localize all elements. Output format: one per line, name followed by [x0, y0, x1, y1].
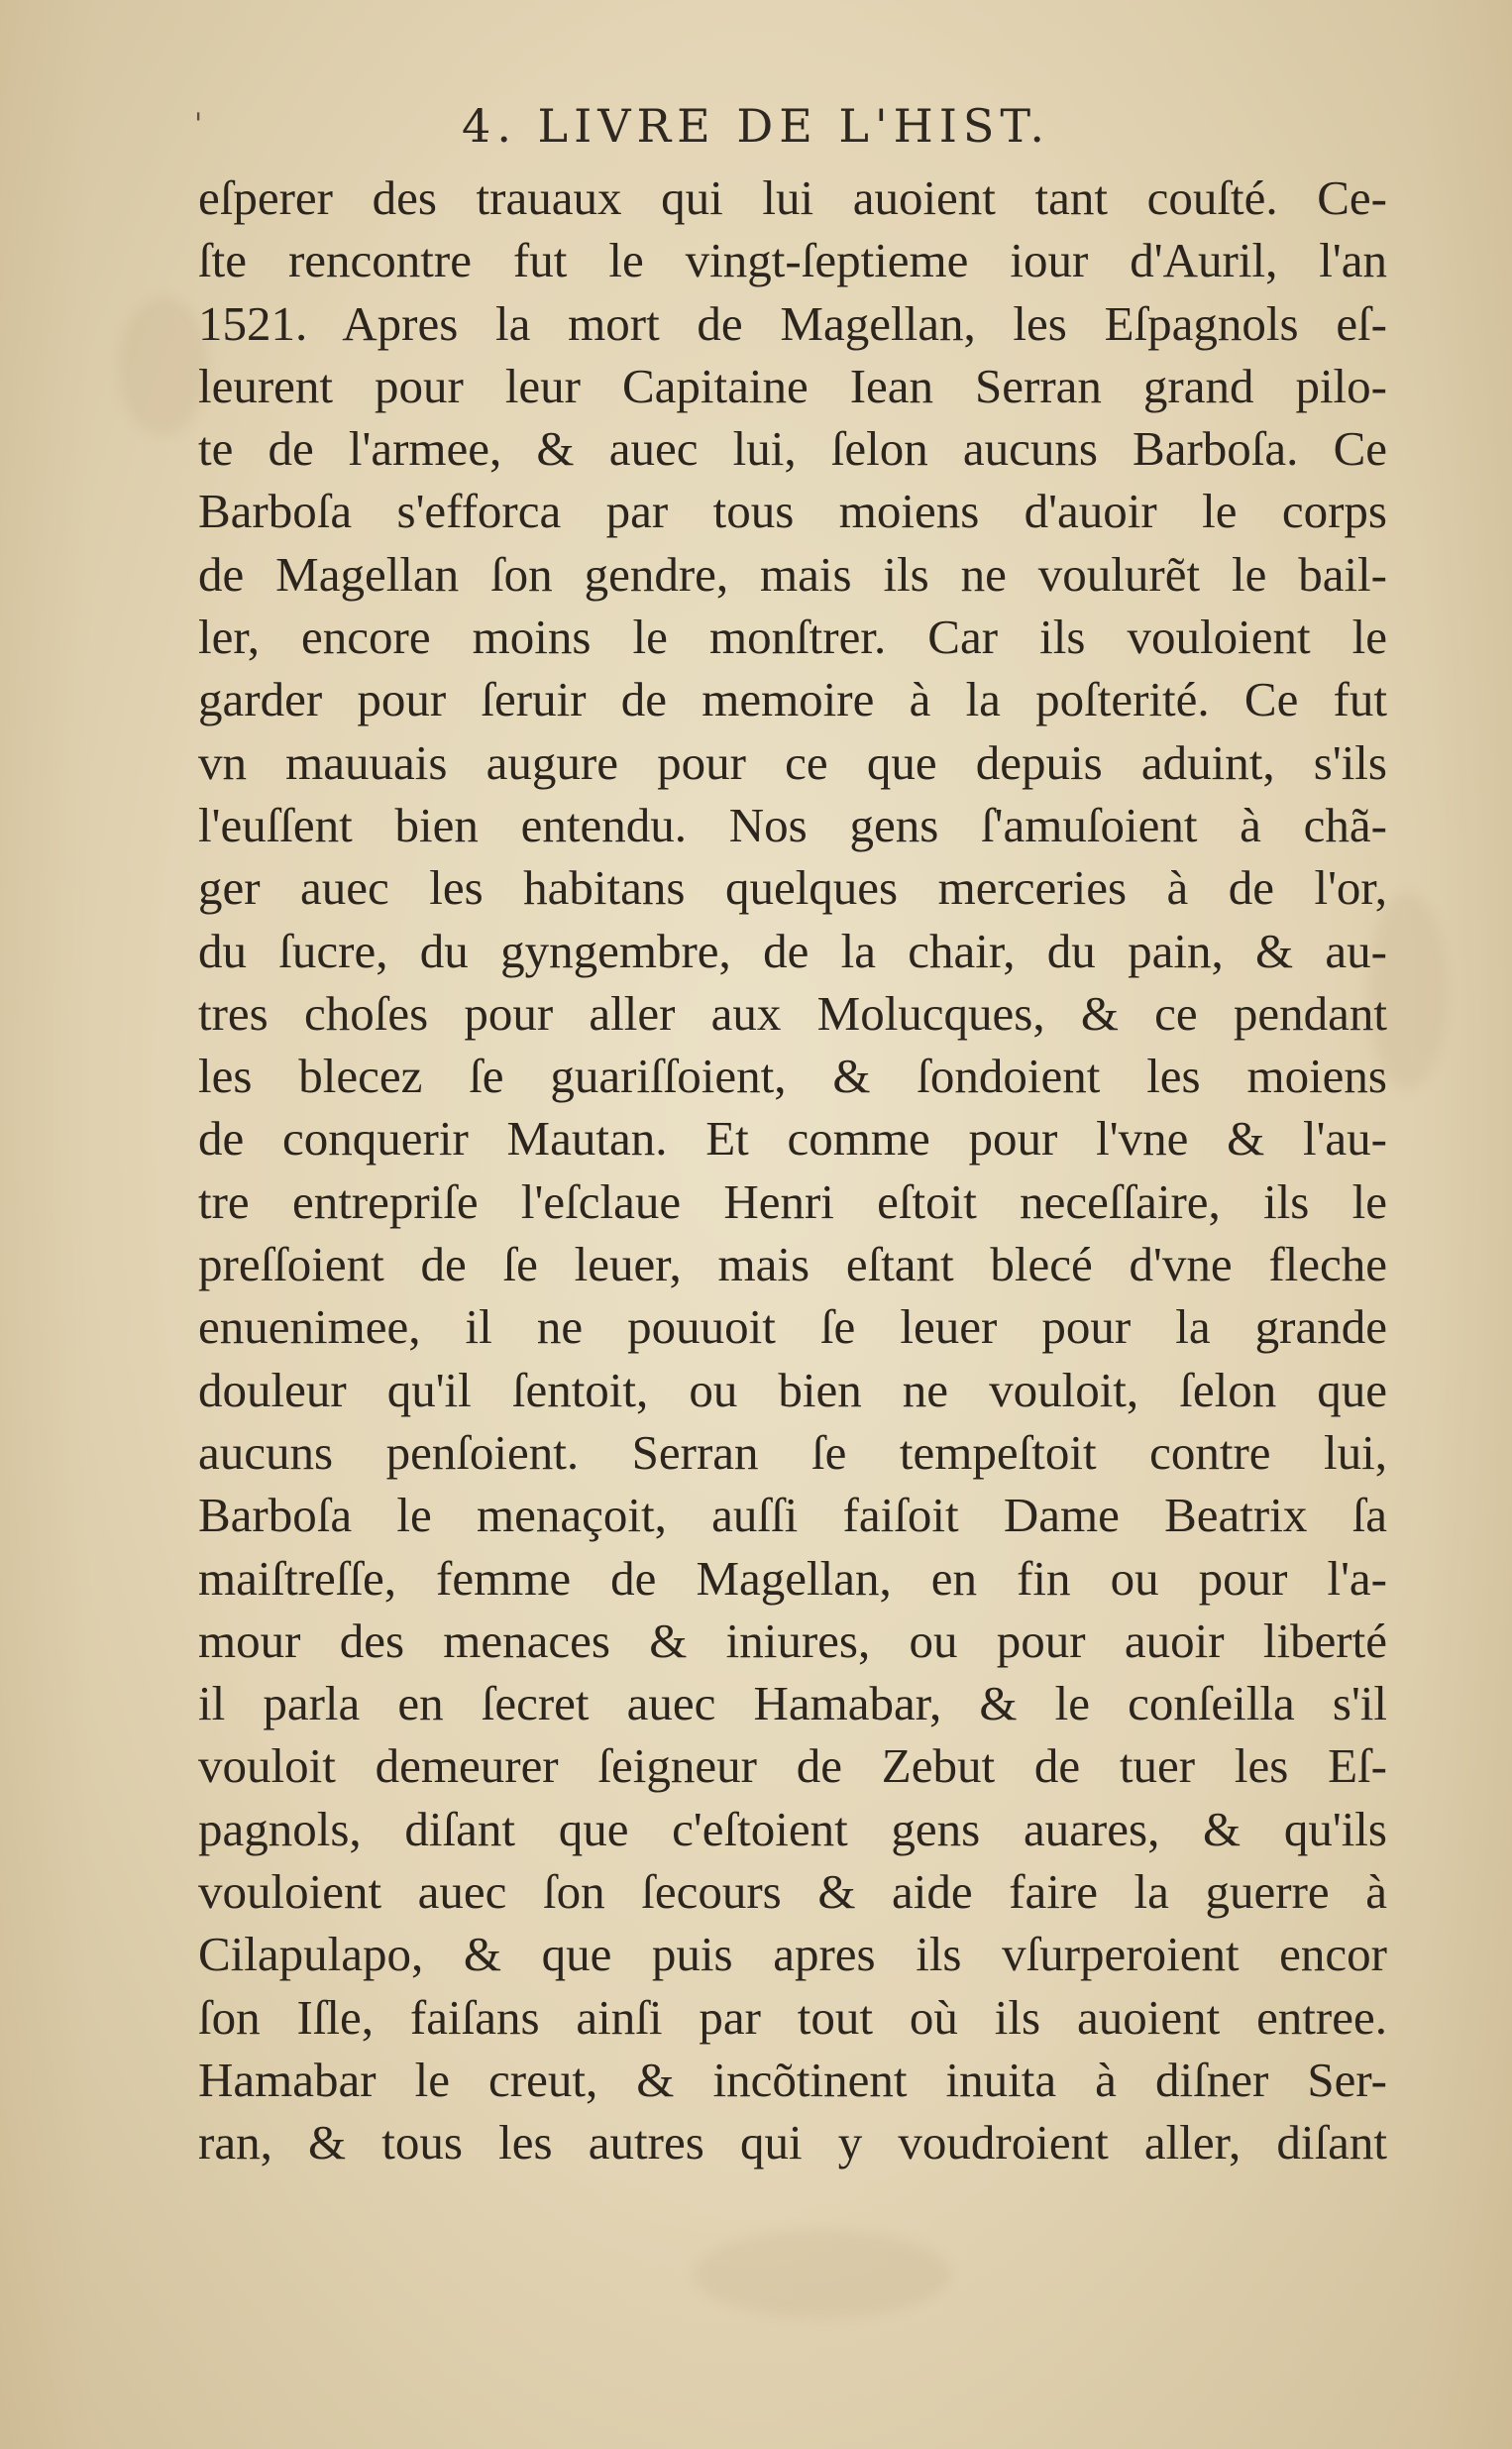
text-line: ler, encore moins le monſtrer. Car ils vouloient le — [198, 610, 1387, 665]
text-line: Barboſa s'efforca par tous moiens d'auoir le corps — [198, 484, 1387, 539]
text-line: 1521. Apres la mort de Magellan, les Eſpagnols eſ- — [198, 295, 1387, 351]
text-line: mour des menaces & iniures, ou pour auoir liberté — [198, 1613, 1387, 1668]
paper-stain — [694, 2230, 951, 2319]
running-title: 4. LIVRE DE L'HIST. — [462, 99, 1050, 153]
body-text — [198, 167, 1387, 2174]
text-line: il parla en ſecret auec Hamabar, & le conſeilla s'il — [198, 1676, 1387, 1731]
text-line: enuenimee, il ne pouuoit ſe leuer pour la grande — [198, 1299, 1387, 1355]
text-line: de conquerir Mautan. Et comme pour l'vne & l'au- — [198, 1111, 1387, 1167]
text-line: leurent pour leur Capitaine Iean Serran grand pilo- — [198, 358, 1387, 413]
text-line: te de l'armee, & auec lui, ſelon aucuns Barboſa. Ce — [198, 421, 1387, 477]
text-line: eſperer des trauaux qui lui auoient tant couſté. Ce- — [198, 170, 1387, 225]
text-line: tres choſes pour aller aux Molucques, & ce pendant — [198, 985, 1387, 1041]
page-mark: ' — [194, 107, 203, 142]
text-line: ger auec les habitans quelques merceries à de l'or, — [198, 860, 1387, 916]
text-line: vouloit demeurer ſeigneur de Zebut de tuer les Eſ- — [198, 1738, 1387, 1794]
text-line: vouloient auec ſon ſecours & aide faire la guerre à — [198, 1864, 1387, 1920]
text-line: du ſucre, du gyngembre, de la chair, du pain, & au- — [198, 923, 1387, 978]
text-line: Hamabar le creut, & incõtinent inuita à diſner Ser- — [198, 2052, 1387, 2107]
paper-stain — [119, 297, 208, 436]
text-line: aucuns penſoient. Serran ſe tempeſtoit contre lui, — [198, 1424, 1387, 1480]
text-line: tre entrepriſe l'eſclaue Henri eſtoit neceſſaire, ils le — [198, 1173, 1387, 1229]
text-line: ſon Iſle, faiſans ainſi par tout où ils auoient entree. — [198, 1989, 1387, 2045]
text-line: douleur qu'il ſentoit, ou bien ne vouloit, ſelon que — [198, 1362, 1387, 1417]
text-line: ran, & tous les autres qui y voudroient aller, diſant — [198, 2115, 1387, 2171]
text-line: de Magellan ſon gendre, mais ils ne voulurẽt le bail- — [198, 546, 1387, 602]
text-line: l'euſſent bien entendu. Nos gens ſ'amuſoient à chã- — [198, 797, 1387, 852]
text-line: Barboſa le menaçoit, auſſi faiſoit Dame Beatrix ſa — [198, 1488, 1387, 1543]
text-line: preſſoient de ſe leuer, mais eſtant blecé d'vne fleche — [198, 1237, 1387, 1292]
text-line: vn mauuais augure pour ce que depuis aduint, s'ils — [198, 734, 1387, 790]
text-line: ſte rencontre fut le vingt-ſeptieme iour d'Auril, l'an — [198, 233, 1387, 288]
text-line: maiſtreſſe, femme de Magellan, en fin ou pour l'a- — [198, 1550, 1387, 1606]
text-line: pagnols, diſant que c'eſtoient gens auares, & qu'ils — [198, 1801, 1387, 1856]
text-line: les blecez ſe guariſſoient, & ſondoient les moiens — [198, 1049, 1387, 1104]
text-line: Cilapulapo, & que puis apres ils vſurperoient encor — [198, 1927, 1387, 1982]
text-line: garder pour ſeruir de memoire à la poſterité. Ce fut — [198, 672, 1387, 727]
